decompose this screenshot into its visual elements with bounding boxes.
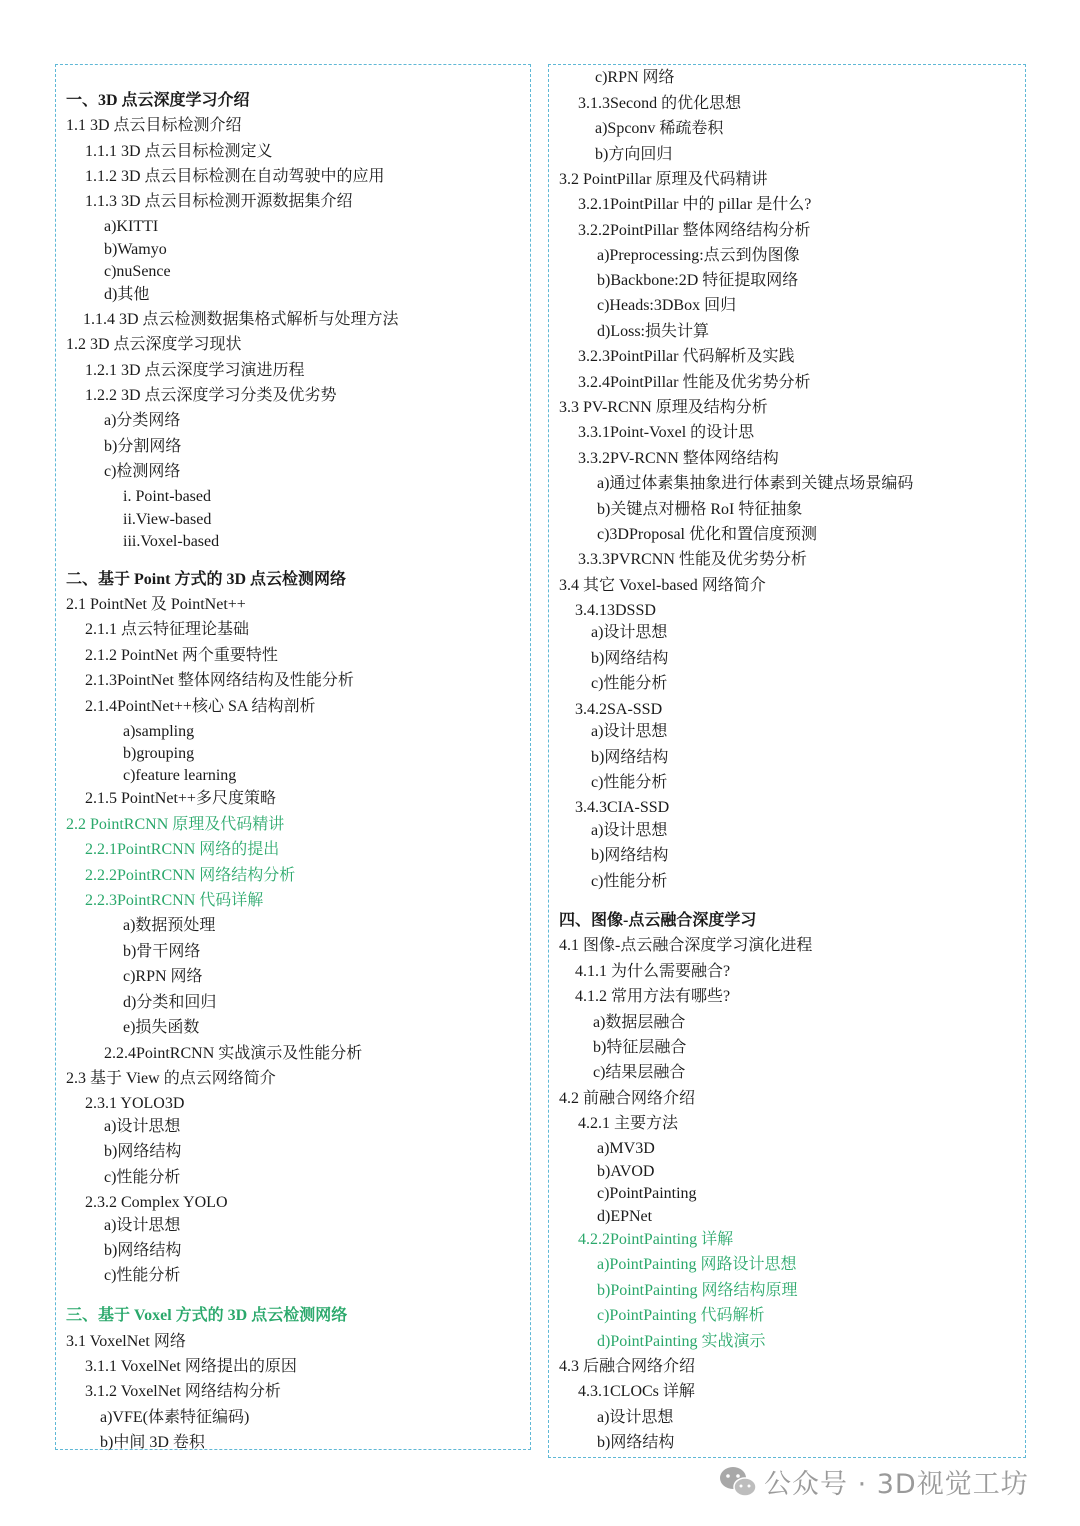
toc-entry: 3.2.4PointPillar 性能及优劣势分析 — [578, 374, 811, 391]
toc-entry: b)特征层融合 — [593, 1039, 687, 1056]
toc-entry: b)网络结构 — [104, 1242, 182, 1259]
toc-entry: c)PointPainting 代码解析 — [597, 1307, 765, 1324]
toc-entry: 4.1.2 常用方法有哪些? — [575, 988, 731, 1005]
toc-entry: a)设计思想 — [591, 723, 668, 740]
toc-entry: ii.View-based — [123, 511, 212, 528]
toc-entry: 2.3.2 Complex YOLO — [85, 1194, 228, 1211]
toc-entry: 1.1.4 3D 点云检测数据集格式解析与处理方法 — [83, 311, 399, 328]
toc-entry: 3.3.3PVRCNN 性能及优劣势分析 — [578, 551, 807, 568]
wechat-icon — [718, 1465, 758, 1499]
toc-entry: b)AVOD — [597, 1163, 655, 1180]
toc-entry: c)PointPainting — [597, 1185, 697, 1202]
toc-entry: a)设计思想 — [597, 1409, 674, 1426]
toc-entry: c)结果层融合 — [593, 1064, 686, 1081]
toc-entry: b)网络结构 — [104, 1143, 182, 1160]
toc-entry: d)PointPainting 实战演示 — [597, 1333, 766, 1350]
toc-entry: d)EPNet — [597, 1208, 653, 1225]
toc-entry: 2.3.1 YOLO3D — [85, 1095, 185, 1112]
toc-entry: a)数据层融合 — [593, 1014, 686, 1031]
toc-entry: 3.3.1Point-Voxel 的设计思 — [578, 424, 755, 441]
toc-entry: 4.2 前融合网络介绍 — [559, 1090, 696, 1107]
toc-entry: 2.2.4PointRCNN 实战演示及性能分析 — [104, 1045, 363, 1062]
toc-entry: 2.1.1 点云特征理论基础 — [85, 621, 250, 638]
toc-entry: b)关键点对栅格 RoI 特征抽象 — [597, 501, 803, 518]
toc-entry: a)PointPainting 网路设计思想 — [597, 1256, 797, 1273]
toc-entry: b)中间 3D 卷积 — [100, 1434, 205, 1451]
toc-entry: 1.1.1 3D 点云目标检测定义 — [85, 143, 273, 160]
toc-entry: b)方向回归 — [595, 146, 673, 163]
toc-entry: 3.2.1PointPillar 中的 pillar 是什么? — [578, 196, 812, 213]
toc-entry: a)设计思想 — [104, 1217, 181, 1234]
toc-entry: 2.1.5 PointNet++多尺度策略 — [85, 790, 276, 807]
toc-entry: 2.1.2 PointNet 两个重要特性 — [85, 647, 278, 664]
toc-entry: c)Heads:3DBox 回归 — [597, 297, 737, 314]
toc-entry: a)设计思想 — [591, 624, 668, 641]
toc-entry: b)grouping — [123, 745, 195, 762]
toc-entry: 2.1.4PointNet++核心 SA 结构剖析 — [85, 698, 316, 715]
toc-entry: b)网络结构 — [591, 847, 669, 864]
toc-entry: c)性能分析 — [104, 1169, 181, 1186]
toc-entry: 3.4 其它 Voxel-based 网络简介 — [559, 577, 766, 594]
toc-entry: a)sampling — [123, 723, 195, 740]
toc-entry: b)骨干网络 — [123, 943, 201, 960]
toc-entry: 2.2.2PointRCNN 网络结构分析 — [85, 867, 296, 884]
toc-entry: c)RPN 网络 — [595, 69, 675, 86]
toc-entry: c)性能分析 — [591, 675, 668, 692]
toc-entry: 1.2.1 3D 点云深度学习演进历程 — [85, 362, 305, 379]
toc-entry: 3.1 VoxelNet 网络 — [66, 1333, 186, 1350]
section-heading: 四、图像-点云融合深度学习 — [559, 912, 757, 929]
toc-entry: 2.1.3PointNet 整体网络结构及性能分析 — [85, 672, 354, 689]
toc-entry: 3.4.2SA-SSD — [575, 701, 663, 718]
toc-entry: 3.2 PointPillar 原理及代码精讲 — [559, 171, 768, 188]
toc-entry: c)检测网络 — [104, 463, 181, 480]
toc-entry: 2.2 PointRCNN 原理及代码精讲 — [66, 816, 285, 833]
toc-entry: a)Preprocessing:点云到伪图像 — [597, 247, 800, 264]
toc-entry: 4.1.1 为什么需要融合? — [575, 963, 731, 980]
toc-entry: 3.3.2PV-RCNN 整体网络结构 — [578, 450, 779, 467]
toc-entry: 1.2.2 3D 点云深度学习分类及优劣势 — [85, 387, 337, 404]
toc-entry: c)nuSence — [104, 263, 171, 280]
watermark-text: 公众号 · 3D视觉工坊 — [764, 1469, 1029, 1500]
toc-entry: 4.3.1CLOCs 详解 — [578, 1383, 695, 1400]
toc-entry: c)RPN 网络 — [123, 968, 203, 985]
toc-entry: 3.2.2PointPillar 整体网络结构分析 — [578, 222, 811, 239]
toc-entry: a)KITTI — [104, 218, 159, 235]
toc-entry: c)性能分析 — [104, 1267, 181, 1284]
section-heading: 一、3D 点云深度学习介绍 — [66, 92, 250, 109]
toc-entry: a)VFE(体素特征编码) — [100, 1409, 250, 1426]
toc-entry: 1.1.3 3D 点云目标检测开源数据集介绍 — [85, 193, 353, 210]
toc-entry: e)损失函数 — [123, 1019, 200, 1036]
toc-entry: 3.1.1 VoxelNet 网络提出的原因 — [85, 1358, 297, 1375]
toc-entry: 4.2.1 主要方法 — [578, 1115, 679, 1132]
toc-entry: iii.Voxel-based — [123, 533, 220, 550]
toc-entry: a)设计思想 — [104, 1118, 181, 1135]
toc-entry: 3.4.3CIA-SSD — [575, 799, 670, 816]
toc-entry: c)性能分析 — [591, 774, 668, 791]
toc-entry: 3.1.2 VoxelNet 网络结构分析 — [85, 1383, 281, 1400]
toc-entry: 2.2.1PointRCNN 网络的提出 — [85, 841, 280, 858]
toc-entry: c)feature learning — [123, 767, 237, 784]
toc-entry: 1.1.2 3D 点云目标检测在自动驾驶中的应用 — [85, 168, 385, 185]
toc-entry: 2.2.3PointRCNN 代码详解 — [85, 892, 264, 909]
toc-entry: 1.2 3D 点云深度学习现状 — [66, 336, 242, 353]
section-heading: 三、基于 Voxel 方式的 3D 点云检测网络 — [66, 1307, 348, 1324]
section-heading: 二、基于 Point 方式的 3D 点云检测网络 — [66, 571, 347, 588]
toc-entry: b)分割网络 — [104, 438, 182, 455]
toc-entry: c)3DProposal 优化和置信度预测 — [597, 526, 817, 543]
toc-entry: a)通过体素集抽象进行体素到关键点场景编码 — [597, 475, 914, 492]
toc-entry: 2.1 PointNet 及 PointNet++ — [66, 596, 246, 613]
toc-entry: a)设计思想 — [591, 822, 668, 839]
toc-entry: 3.3 PV-RCNN 原理及结构分析 — [559, 399, 768, 416]
toc-entry: 4.1 图像-点云融合深度学习演化进程 — [559, 937, 813, 954]
toc-entry: a)数据预处理 — [123, 917, 216, 934]
toc-entry: 3.1.3Second 的优化思想 — [578, 95, 742, 112]
toc-entry: d)分类和回归 — [123, 994, 217, 1011]
toc-entry: a)分类网络 — [104, 412, 181, 429]
toc-entry: d)其他 — [104, 286, 150, 303]
toc-entry: b)PointPainting 网络结构原理 — [597, 1282, 798, 1299]
toc-right-column — [548, 64, 1026, 1458]
toc-entry: b)网络结构 — [597, 1434, 675, 1451]
watermark — [718, 1462, 1029, 1501]
toc-entry: b)网络结构 — [591, 749, 669, 766]
toc-entry: a)MV3D — [597, 1140, 655, 1157]
toc-left-column — [55, 64, 531, 1450]
toc-entry: 4.2.2PointPainting 详解 — [578, 1231, 734, 1248]
toc-entry: b)Backbone:2D 特征提取网络 — [597, 272, 799, 289]
toc-entry: a)Spconv 稀疏卷积 — [595, 120, 724, 137]
toc-entry: d)Loss:损失计算 — [597, 323, 710, 340]
toc-entry: 4.3 后融合网络介绍 — [559, 1358, 696, 1375]
toc-entry: 3.4.13DSSD — [575, 602, 656, 619]
toc-entry: 2.3 基于 View 的点云网络简介 — [66, 1070, 276, 1087]
toc-entry: b)Wamyo — [104, 241, 167, 258]
toc-entry: b)网络结构 — [591, 650, 669, 667]
toc-entry: 1.1 3D 点云目标检测介绍 — [66, 117, 242, 134]
toc-entry: i. Point-based — [123, 488, 211, 505]
toc-entry: c)性能分析 — [591, 873, 668, 890]
toc-entry: 3.2.3PointPillar 代码解析及实践 — [578, 348, 795, 365]
